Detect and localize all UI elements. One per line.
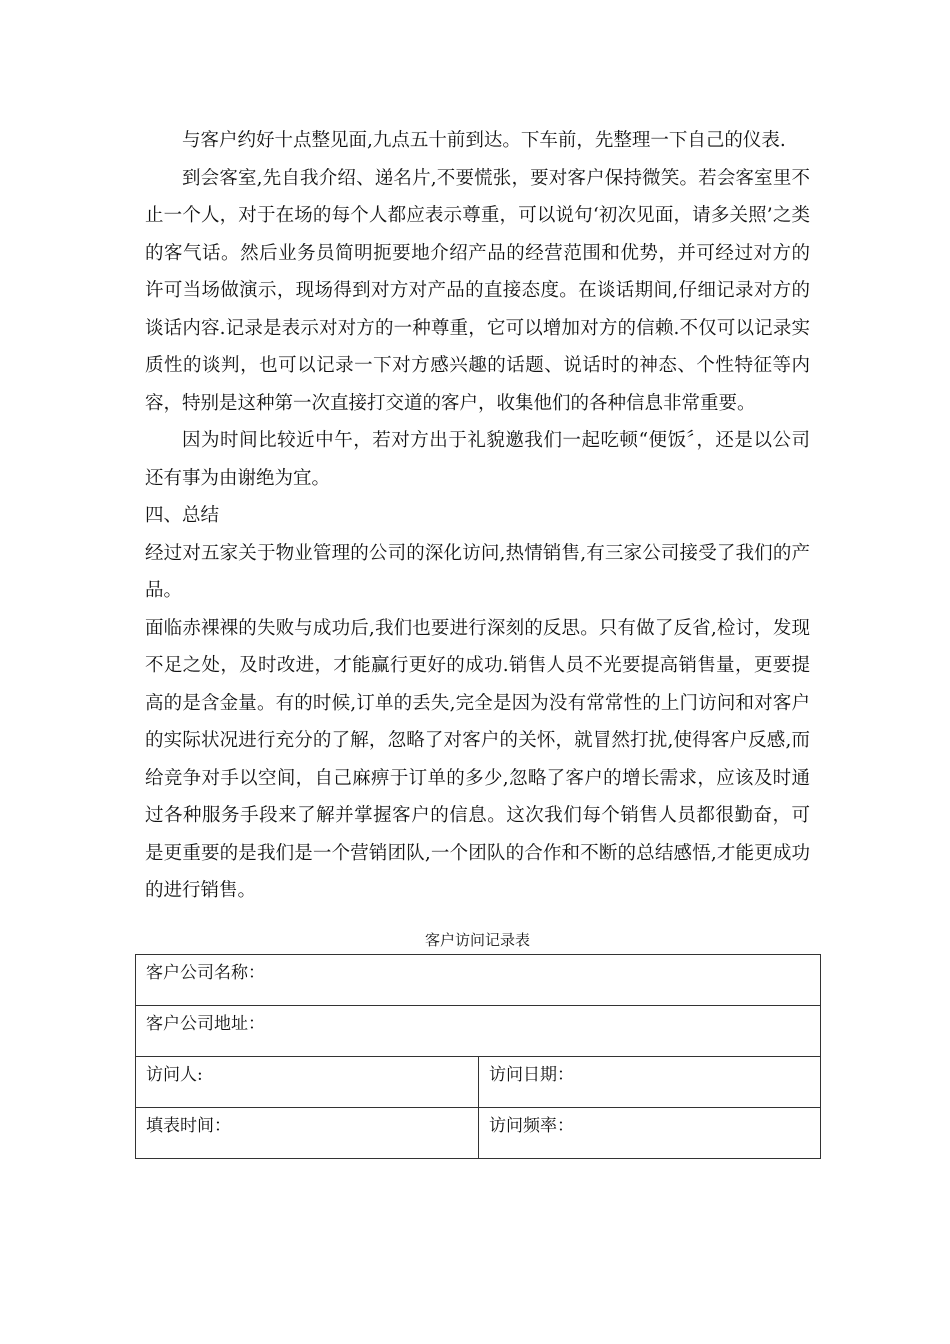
paragraph-lunch: 因为时间比较近中午，若对方出于礼貌邀我们一起吃顿“便饭〞，还是以公司还有事为由谢绝为宜。 xyxy=(145,430,810,489)
table-caption: 客户访问记录表 xyxy=(424,931,530,949)
document-body xyxy=(145,122,810,910)
visit-record-table xyxy=(135,954,821,1159)
table-row xyxy=(136,1057,821,1108)
paragraph-summary-reflection: 面临赤裸裸的失败与成功后,我们也要进行深刻的反思。只有做了反省,检讨，发现不足之处，及时改进，才能赢行更好的成功.销售人员不光要提高销售量，更要提高的是含金量。有的时候,订单的丢失,完全是因为没有常常性的上门访问和对客户的实际状况进行充分的了解，忽略了对客户的关怀，就冒然打扰,使得客户反感,而给竞争对手以空间，自己麻痹于订单的多少,忽略了客户的增长需求，应该及时通过各种服务手段来了解并掌握客户的信息。这次我们每个销售人员都很勤奋，可是更重要的是我们是一个营销团队,一个团队的合作和不断的总结感悟,才能更成功的进行销售。 xyxy=(145,617,810,901)
paragraph-meeting: 到会客室,先自我介绍、递名片,不要慌张，要对客户保持微笑。若会客室里不止一个人，对于在场的每个人都应表示尊重，可以说句‘初次见面，请多关照’之类的客气话。然后业务员简明扼要地介绍产品的经营范围和优势，并可经过对方的许可当场做演示，现场得到对方对产品的直接态度。在谈话期间,仔细记录对方的谈话内容.记录是表示对对方的一种尊重，它可以增加对方的信赖.不仅可以记录实质性的谈判，也可以记录一下对方感兴趣的话题、说话时的神态、个性特征等内容，特别是这种第一次直接打交道的客户，收集他们的各种信息非常重要。 xyxy=(145,167,810,414)
table-row xyxy=(136,1108,821,1159)
table-row xyxy=(136,955,821,1006)
section-heading-summary: 四、总结 xyxy=(145,505,220,526)
visitor-cell: 访问人: xyxy=(136,1057,479,1108)
visit-frequency-cell: 访问频率： xyxy=(479,1108,821,1159)
paragraph-summary-result: 经过对五家关于物业管理的公司的深化访问,热情销售,有三家公司接受了我们的产品。 xyxy=(145,542,810,601)
fill-time-cell: 填表时间： xyxy=(136,1108,479,1159)
paragraph-arrival: 与客户约好十点整见面,九点五十前到达。下车前，先整理一下自己的仪表. xyxy=(182,130,786,151)
company-name-cell: 客户公司名称： xyxy=(136,955,821,1006)
table-row xyxy=(136,1006,821,1057)
visit-date-cell: 访问日期： xyxy=(479,1057,821,1108)
company-address-cell: 客户公司地址： xyxy=(136,1006,821,1057)
